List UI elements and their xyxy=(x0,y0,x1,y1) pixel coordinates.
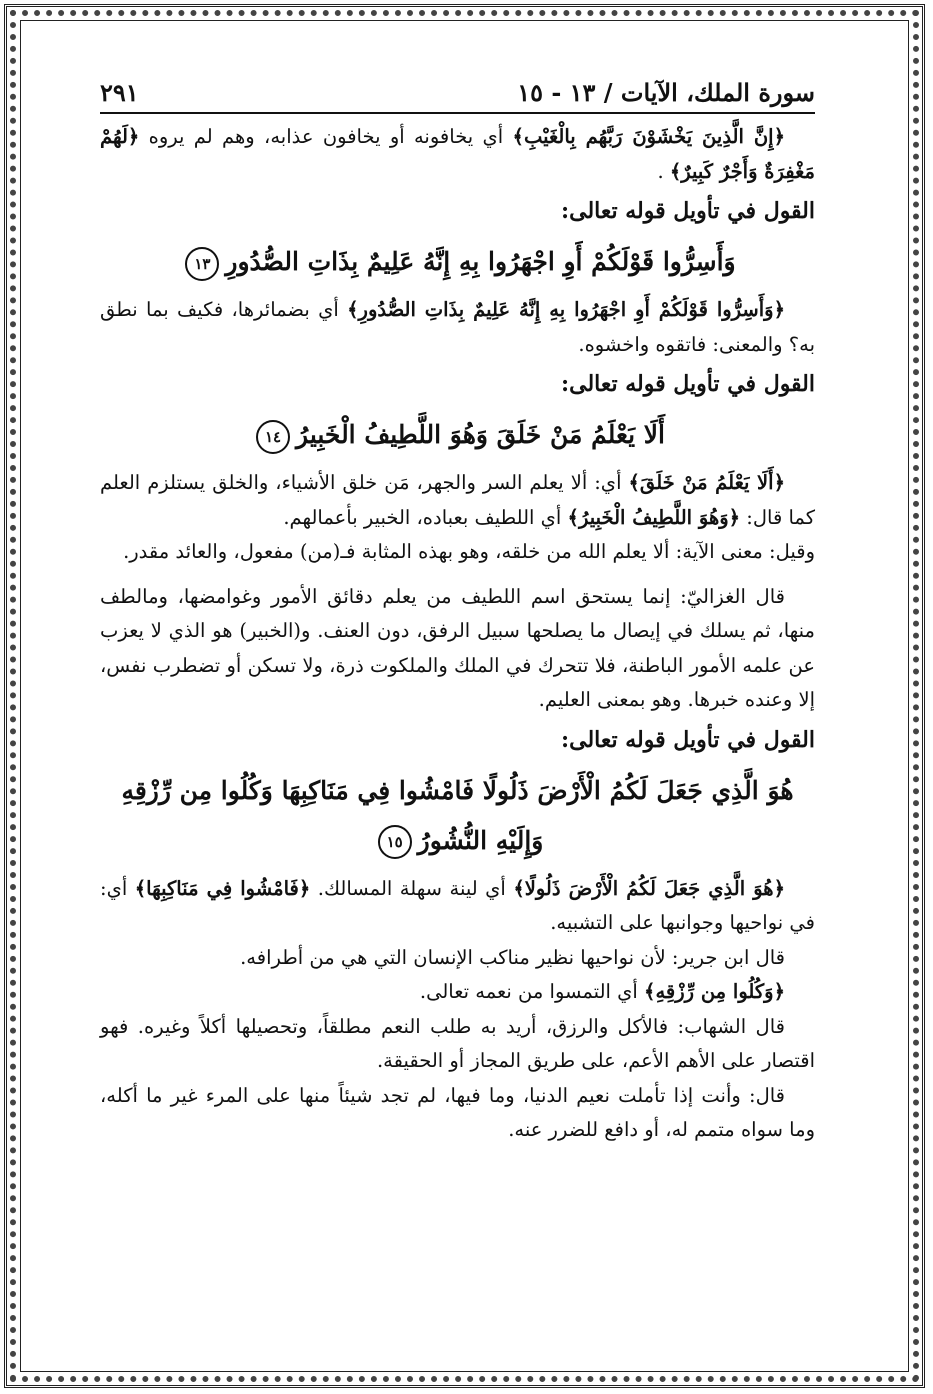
commentary-text: أي لينة سهلة المسالك. xyxy=(310,876,514,900)
page-content xyxy=(100,120,815,1148)
quran-quote: ﴿فَامْشُوا فِي مَنَاكِبِهَا﴾ xyxy=(134,876,311,900)
page-number: ٢٩١ xyxy=(100,77,139,107)
paragraph-6 xyxy=(100,872,815,941)
section-heading: القول في تأويل قوله تعالى: xyxy=(561,198,815,224)
paragraph-2 xyxy=(100,293,815,362)
paragraph-4: وقيل: معنى الآية: ألا يعلم الله من خلقه، وهو بهذه المثابة فـ(من) مفعول، والعائد مقدر. xyxy=(123,540,815,563)
quran-quote: ﴿وَأَسِرُّوا قَوْلَكُمْ أَوِ اجْهَرُوا بِهِ إِنَّهُ عَلِيمٌ بِذَاتِ الصُّدُورِ﴾ xyxy=(347,298,786,321)
quran-quote: ﴿أَلَا يَعْلَمُ مَنْ خَلَقَ﴾ xyxy=(628,471,785,494)
quran-quote: ﴿إِنَّ الَّذِينَ يَخْشَوْنَ رَبَّهُم بِالْغَيْبِ﴾ xyxy=(512,125,785,148)
commentary-text: أي التمسوا من نعمه تعالى. xyxy=(419,980,645,1003)
paragraph-10: قال: وأنت إذا تأملت نعيم الدنيا، وما فيها، لم تجد شيئاً منها على المرء غير ما أكله، وما سواه متمم له، أو دافع للضرر عنه. xyxy=(100,1083,815,1141)
paragraph-7: قال ابن جرير: لأن نواحيها نظير مناكب الإنسان التي هي من أطرافه. xyxy=(240,945,785,969)
ayah-number-badge: ١٣ xyxy=(185,247,219,281)
commentary-text: أي اللطيف بعباده، الخبير بأعمالهم. xyxy=(283,505,568,529)
quran-quote: ﴿لَهُمْ مَغْفِرَةٌ وَأَجْرٌ كَبِيرٌ﴾ xyxy=(100,125,815,183)
quran-quote: ﴿وَهُوَ اللَّطِيفُ الْخَبِيرُ﴾ xyxy=(567,505,741,529)
paragraph-5: قال الغزاليّ: إنما يستحق اسم اللطيف من يعلم دقائق الأمور وغوامضها، ومالطف منها، ثم يسلك في إيصال ما يصلحها سبيل الرفق، دون العنف. و(الخبير) هو الذي لا يعزب عن علمه الأمور الباطنة، فلا تتحرك في الملك والملكوت ذرة، ولا تسكن أو تضطرب نفس، إلا وعنده خبرها. وهو بمعنى العليم. xyxy=(100,584,815,711)
verse-15 xyxy=(100,766,815,866)
spacer xyxy=(100,570,815,580)
quran-quote: ﴿هُوَ الَّذِي جَعَلَ لَكُمُ الْأَرْضَ ذَلُولًا﴾ xyxy=(513,876,786,900)
header-title: سورة الملك، الآيات / ١٣ - ١٥ xyxy=(517,77,815,107)
paragraph-3 xyxy=(100,466,815,535)
book-page xyxy=(100,72,815,1332)
verse-13 xyxy=(100,237,815,287)
verse-text: أَلَا يَعْلَمُ مَنْ خَلَقَ وَهُوَ اللَّطِيفُ الْخَبِيرُ xyxy=(296,420,665,449)
ayah-number-badge: ١٥ xyxy=(378,825,412,859)
verse-text: وَأَسِرُّوا قَوْلَكُمْ أَوِ اجْهَرُوا بِهِ إِنَّهُ عَلِيمٌ بِذَاتِ الصُّدُورِ xyxy=(225,247,736,276)
paragraph-8 xyxy=(100,975,815,1010)
quran-quote: ﴿وَكُلُوا مِن رِّزْقِهِ﴾ xyxy=(644,980,785,1003)
ayah-number-badge: ١٤ xyxy=(256,420,290,454)
paragraph-9: قال الشهاب: فالأكل والرزق، أريد به طلب النعم مطلقاً، وتحصيلها أكلاً وغيره. فهو اقتصار على الأهم الأعم، على طريق المجاز أو الحقيقة. xyxy=(100,1014,815,1072)
commentary-text: أي يخافونه أو يخافون عذابه، وهم لم يروه xyxy=(139,125,513,148)
running-header xyxy=(100,72,815,114)
paragraph-1 xyxy=(100,120,815,189)
verse-14 xyxy=(100,410,815,460)
commentary-text: أي: ألا يعلم السر والجهر، مَن خلق الأشياء، والخلق يستلزم العلم كما قال: xyxy=(100,471,815,529)
section-heading: القول في تأويل قوله تعالى: xyxy=(561,371,815,397)
commentary-text: . xyxy=(657,159,670,183)
commentary-text: أي بضمائرها، فكيف بما نطق به؟ والمعنى: فاتقوه واخشوه. xyxy=(100,298,815,356)
verse-text: هُوَ الَّذِي جَعَلَ لَكُمُ الْأَرْضَ ذَلُولًا فَامْشُوا فِي مَنَاكِبِهَا وَكُلُوا مِن رِّزْقِهِ وَإِلَيْهِ النُّشُورُ xyxy=(121,775,794,855)
commentary-text: أي: في نواحيها وجوانبها على التشبيه. xyxy=(100,876,815,934)
section-heading: القول في تأويل قوله تعالى: xyxy=(561,726,815,753)
